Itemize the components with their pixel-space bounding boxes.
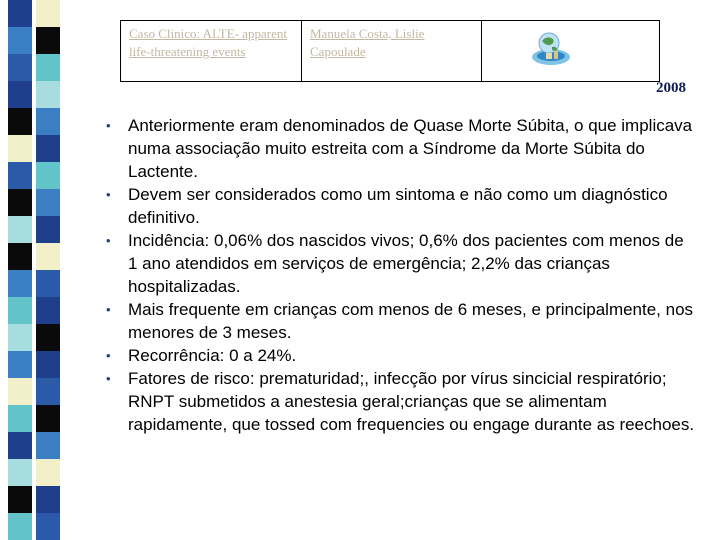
bullet-text: Incidência: 0,06% dos nascidos vivos; 0,6% dos pacientes com menos de 1 ano atendidos em serviços de emergência; 2,2% das crianças hospitalizadas.	[128, 231, 684, 296]
decorative-square	[36, 351, 60, 378]
decorative-square	[8, 189, 32, 216]
bullet-item	[106, 298, 696, 344]
decorative-square	[8, 486, 32, 513]
decorative-square	[36, 135, 60, 162]
decorative-square	[36, 459, 60, 486]
decorative-square	[8, 459, 32, 486]
decorative-square	[36, 54, 60, 81]
authors-link[interactable]: Manuela Costa, Lislie Capoulade	[310, 26, 425, 59]
header-topic-cell	[121, 21, 301, 81]
decorative-square	[36, 108, 60, 135]
decorative-square	[36, 270, 60, 297]
header-image-cell	[481, 21, 659, 81]
decorative-square	[36, 162, 60, 189]
bullet-item	[106, 344, 696, 367]
year-label: 2008	[656, 80, 686, 96]
decorative-square	[8, 81, 32, 108]
bullet-icon: •	[106, 348, 111, 363]
decorative-square	[36, 324, 60, 351]
decorative-square	[8, 135, 32, 162]
decorative-square	[36, 513, 60, 540]
decorative-square	[8, 324, 32, 351]
bullet-item	[106, 183, 696, 229]
globe-clipart-icon	[530, 29, 572, 71]
decorative-square	[8, 0, 32, 27]
decorative-square	[36, 189, 60, 216]
decorative-square	[36, 378, 60, 405]
decorative-square	[8, 432, 32, 459]
decorative-square	[36, 243, 60, 270]
decorative-square	[36, 432, 60, 459]
decorative-square	[36, 216, 60, 243]
bullet-text: Fatores de risco: prematuridad;, infecção por vírus sincicial respiratório; RNPT submetidos a anestesia geral;crianças que se alimentam rapidamente, que tossed com frequencies ou engage durante as reechoes.	[128, 369, 695, 434]
decorative-square	[36, 0, 60, 27]
decorative-square	[8, 54, 32, 81]
bullet-icon: •	[106, 302, 111, 317]
bullet-text: Recorrência: 0 a 24%.	[128, 346, 297, 365]
decorative-square	[36, 297, 60, 324]
decorative-square	[36, 81, 60, 108]
decorative-square	[8, 297, 32, 324]
decorative-square	[8, 378, 32, 405]
decorative-square	[8, 216, 32, 243]
header-authors-cell	[301, 21, 481, 81]
decorative-square	[36, 405, 60, 432]
bullet-item	[106, 229, 696, 298]
decorative-square	[8, 270, 32, 297]
bullet-text: Devem ser considerados como um sintoma e não como um diagnóstico definitivo.	[128, 185, 668, 227]
bullet-item	[106, 114, 696, 183]
bullet-icon: •	[106, 371, 111, 386]
decorative-square	[36, 27, 60, 54]
topic-link[interactable]: Caso Clinico: ALTE- apparent life-threatening events	[129, 26, 288, 59]
decorative-square	[8, 513, 32, 540]
bullet-icon: •	[106, 187, 111, 202]
decorative-square	[8, 162, 32, 189]
decorative-square-stripe	[0, 0, 67, 540]
bullet-text: Mais frequente em crianças com menos de 6 meses, e principalmente, nos menores de 3 meses.	[128, 300, 694, 342]
decorative-square	[8, 27, 32, 54]
bullet-item	[106, 367, 696, 436]
decorative-square	[8, 108, 32, 135]
decorative-square	[8, 351, 32, 378]
decorative-square	[36, 486, 60, 513]
decorative-square	[8, 243, 32, 270]
header-table	[120, 20, 660, 82]
bullet-list	[106, 114, 696, 436]
decorative-square	[8, 405, 32, 432]
bullet-text: Anteriormente eram denominados de Quase Morte Súbita, o que implicava numa associação muito estreita com a Síndrome da Morte Súbita do Lactente.	[128, 116, 693, 181]
bullet-icon: •	[106, 233, 111, 248]
bullet-icon: •	[106, 118, 111, 133]
